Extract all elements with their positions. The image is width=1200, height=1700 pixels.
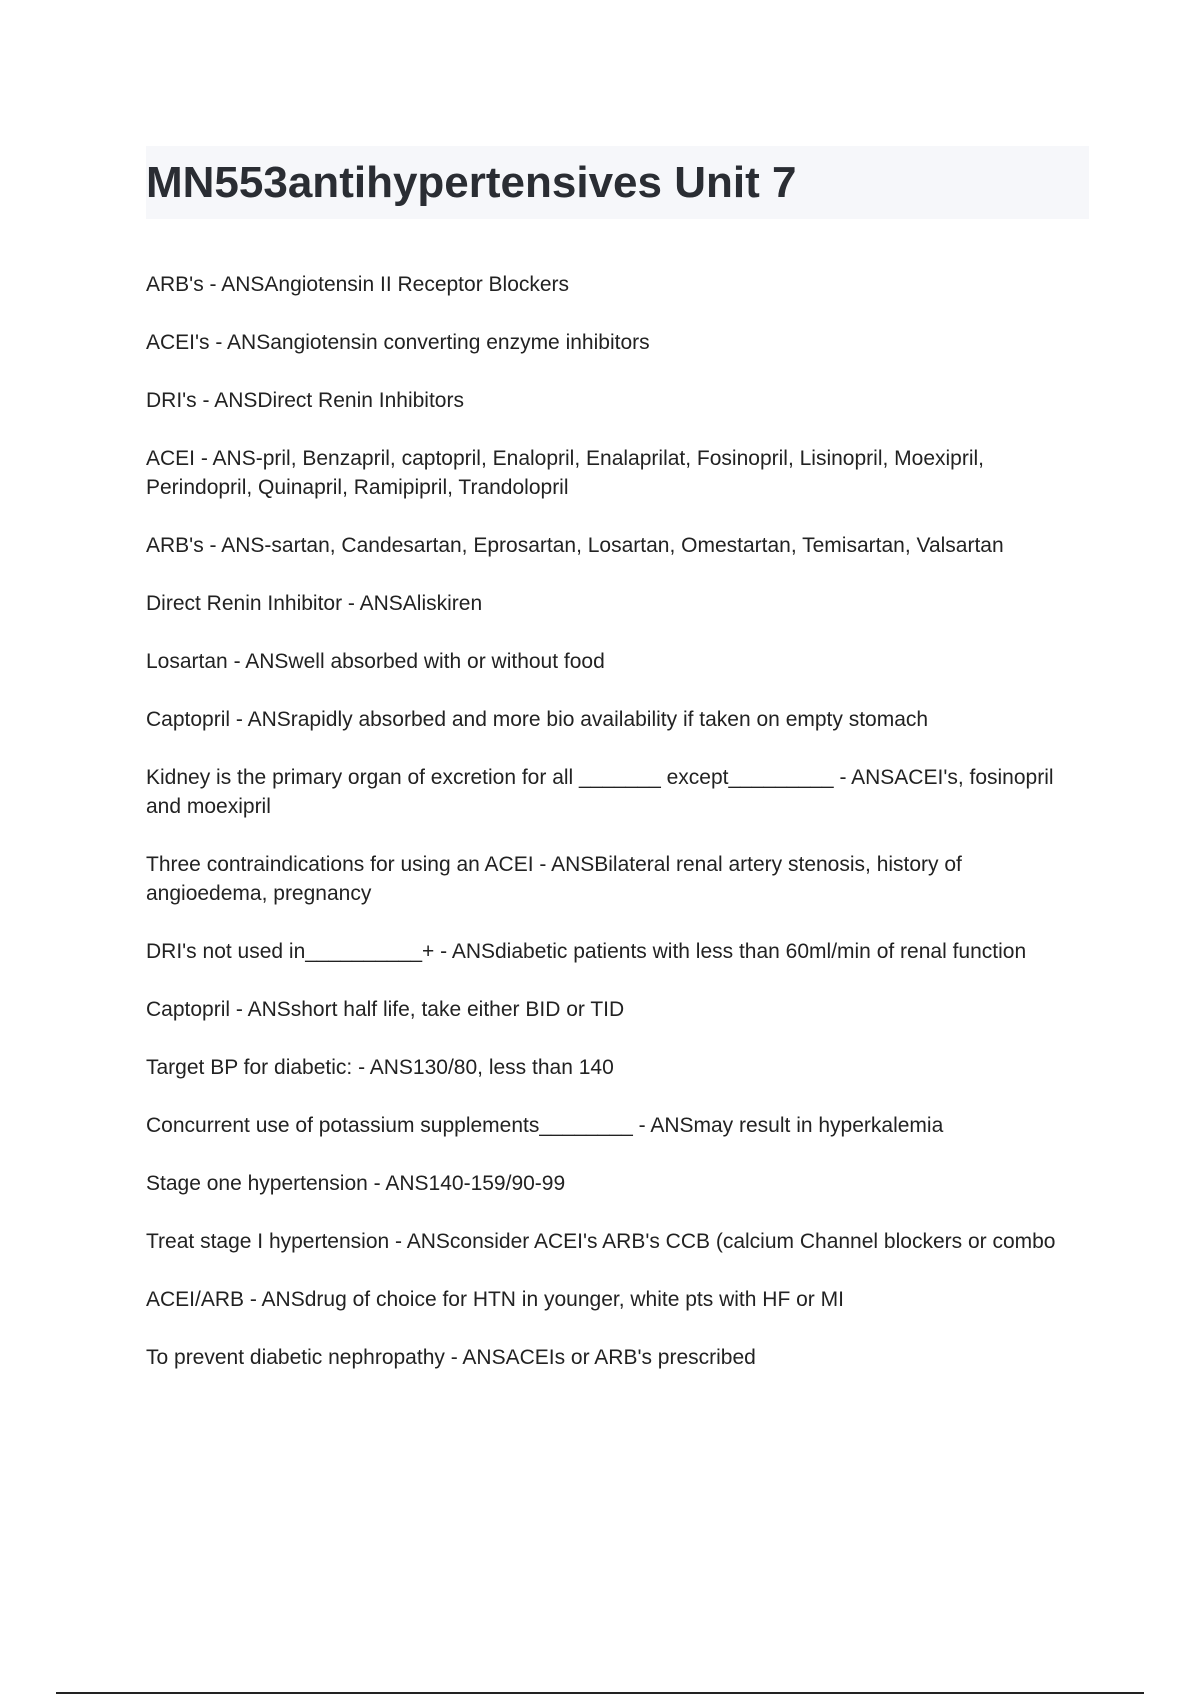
qa-item <box>146 647 1086 676</box>
qa-answer: ANSAliskiren <box>359 592 483 615</box>
qa-item <box>146 531 1086 560</box>
qa-item <box>146 270 1086 299</box>
qa-question: ARB's - <box>146 273 221 296</box>
qa-answer: ANSBilateral renal artery stenosis, history of angioedema, pregnancy <box>146 853 962 905</box>
qa-question: Three contraindications for using an ACEI - <box>146 853 551 876</box>
qa-question: ACEI - <box>146 447 213 470</box>
qa-answer: ANSconsider ACEI's ARB's CCB (calcium Channel blockers or combo <box>406 1230 1056 1253</box>
qa-answer: ANS140-159/90-99 <box>385 1172 566 1195</box>
qa-item <box>146 1285 1086 1314</box>
qa-item <box>146 850 1086 908</box>
qa-answer: ANSshort half life, take either BID or TID <box>247 998 625 1021</box>
qa-answer: ANS-pril, Benzapril, captopril, Enalopril, Enalaprilat, Fosinopril, Lisinopril, Moexipril, Perindopril, Quinapril, Ramipipril, Trandolopril <box>146 447 985 499</box>
qa-answer: ANSrapidly absorbed and more bio availability if taken on empty stomach <box>247 708 929 731</box>
qa-item <box>146 1053 1086 1082</box>
qa-list <box>146 270 1086 1401</box>
qa-item <box>146 1343 1086 1372</box>
qa-item <box>146 1169 1086 1198</box>
qa-item <box>146 1227 1086 1256</box>
qa-item <box>146 705 1086 734</box>
qa-question: Direct Renin Inhibitor - <box>146 592 360 615</box>
qa-item <box>146 444 1086 502</box>
qa-question: DRI's not used in__________+ - <box>146 940 452 963</box>
qa-answer: ANSangiotensin converting enzyme inhibitors <box>227 331 650 354</box>
qa-question: Treat stage I hypertension - <box>146 1230 407 1253</box>
qa-answer: ANS-sartan, Candesartan, Eprosartan, Losartan, Omestartan, Temisartan, Valsartan <box>221 534 1004 557</box>
qa-question: Losartan - <box>146 650 245 673</box>
qa-item <box>146 995 1086 1024</box>
qa-answer: ANSDirect Renin Inhibitors <box>214 389 464 412</box>
qa-question: Captopril - <box>146 708 248 731</box>
qa-item <box>146 328 1086 357</box>
qa-answer: ANSdrug of choice for HTN in younger, white pts with HF or MI <box>261 1288 844 1311</box>
qa-question: ACEI/ARB - <box>146 1288 262 1311</box>
qa-question: To prevent diabetic nephropathy - <box>146 1346 462 1369</box>
title-banner <box>146 146 1089 219</box>
qa-answer: ANSACEI's, fosinopril and moexipril <box>146 766 1054 818</box>
qa-question: DRI's - <box>146 389 214 412</box>
qa-answer: ANSAngiotensin II Receptor Blockers <box>221 273 570 296</box>
qa-answer: ANSmay result in hyperkalemia <box>650 1114 944 1137</box>
qa-question: ARB's - <box>146 534 221 557</box>
qa-answer: ANS130/80, less than 140 <box>369 1056 614 1079</box>
qa-item <box>146 589 1086 618</box>
qa-item <box>146 1111 1086 1140</box>
qa-question: Concurrent use of potassium supplements________ - <box>146 1114 650 1137</box>
qa-question: Target BP for diabetic: - <box>146 1056 370 1079</box>
qa-item <box>146 937 1086 966</box>
qa-answer: ANSwell absorbed with or without food <box>245 650 605 673</box>
qa-question: Kidney is the primary organ of excretion for all _______ except_________ - <box>146 766 851 789</box>
qa-item <box>146 386 1086 415</box>
page-title: MN553antihypertensives Unit 7 <box>146 158 797 207</box>
footer-divider <box>56 1692 1144 1694</box>
qa-question: Stage one hypertension - <box>146 1172 385 1195</box>
qa-question: ACEI's - <box>146 331 227 354</box>
qa-question: Captopril - <box>146 998 248 1021</box>
qa-answer: ANSdiabetic patients with less than 60ml/min of renal function <box>451 940 1027 963</box>
qa-item <box>146 763 1086 821</box>
qa-answer: ANSACEIs or ARB's prescribed <box>462 1346 756 1369</box>
